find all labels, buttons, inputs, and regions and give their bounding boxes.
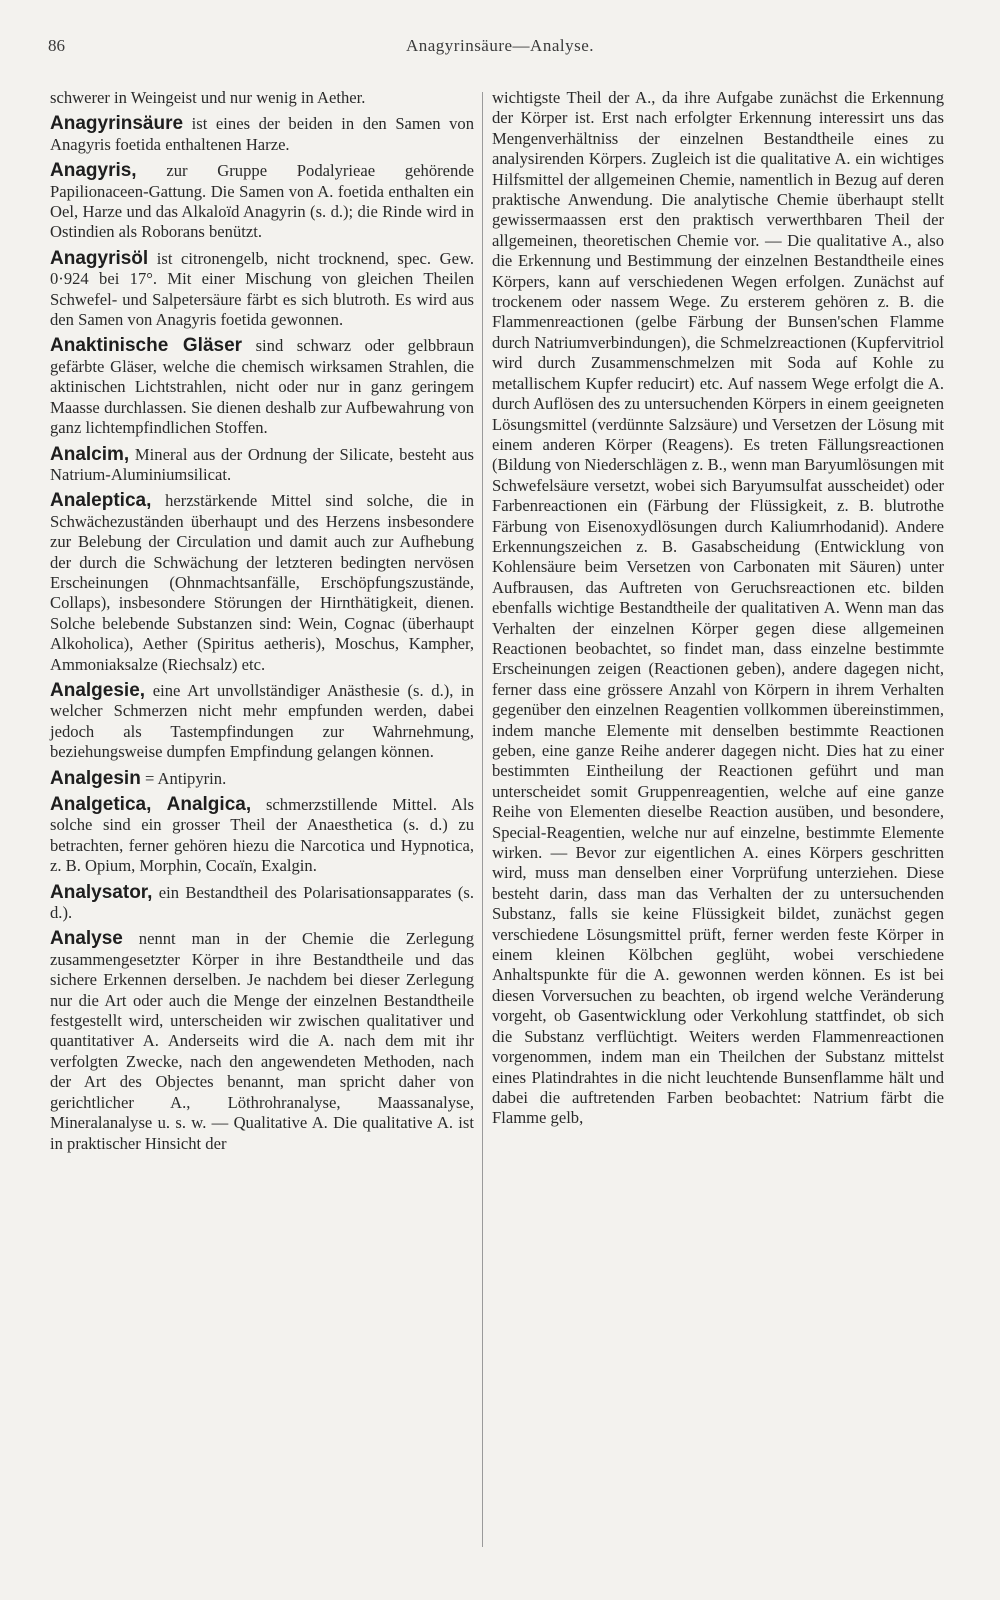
entry-text: Mineral aus der Ordnung der Silicate, besteht aus Natrium-Aluminiumsilicat.	[50, 444, 474, 484]
entry-text: herzstärkende Mittel sind solche, die in Schwächezuständen überhaupt und des Herzens insbesondere zur Belebung der Circulation und damit auch zur Aufhebung der durch die Schwächung der letzteren bedingten nervösen Erscheinungen (Ohnmachtsanfälle, Erschöpfungszustände, Collaps), insbesondere Störungen der Hirnthätigkeit, dienen. Solche belebende Substanzen sind: Wein, Cognac (überhaupt Alkoholica), Aether (Spiritus aetheris), Moschus, Kampher, Ammoniaksalze (Riechsalz) etc.	[50, 491, 474, 674]
entry-headword: Anagyrisöl	[50, 247, 149, 269]
entry-headword: Anagyrinsäure	[50, 113, 184, 135]
entry	[50, 769, 474, 789]
entry	[50, 929, 474, 1153]
left-column	[50, 88, 474, 1160]
entry-text: schwerer in Weingeist und nur wenig in Aether.	[50, 88, 366, 107]
entry	[50, 491, 474, 675]
entry-headword: Analeptica,	[50, 490, 152, 512]
entry	[50, 445, 474, 486]
entry	[50, 883, 474, 924]
entry-headword: Anaktinische Gläser	[50, 335, 243, 357]
entry-headword: Analgesie,	[50, 679, 146, 701]
entry-text: = Antipyrin.	[140, 768, 227, 788]
entry-text: ist citronengelb, nicht trocknend, spec. Gew. 0·924 bei 17°. Mit einer Mischung von gleichen Theilen Schwefel- und Salpetersäure färbt es sich blutroth. Es wird aus den Samen von Anagyris foetida gewonnen.	[50, 248, 474, 330]
entry-text: zur Gruppe Podalyrieae gehörende Papilionaceen-Gattung. Die Samen von A. foetida enthalten ein Oel, Harze und das Alkaloïd Anagyrin (s. d.); die Rinde wird in Ostindien als Roborans benützt.	[50, 161, 474, 242]
entry-headword: Analgetica, Analgica,	[50, 794, 252, 815]
continuation-text: wichtigste Theil der A., da ihre Aufgabe zunächst die Erkennung der Körper ist. Erst nach erfolgter Erkennung interessirt uns das Mengenverhältniss der einzelnen Bestandtheile eines zu analysirenden Körpers. Zugleich ist die qualitative A. ein wichtiges Hilfsmittel der allgemeinen Chemie, namentlich in Bezug auf deren praktische Anwendung. Die analytische Chemie überhaupt stellt gewissermaassen erst den praktisch verwerthbaren Theil der allgemeinen, theoretischen Chemie vor. — Die qualitative A., also die Erkennung und Bestimmung der einzelnen Bestandtheile eines Körpers, kann auf verschiedenen Wegen erfolgen. Zunächst auf trockenem oder nassem Wege. Zu ersterem gehören z. B. die Flammenreactionen (gelbe Färbung der Bunsen'schen Flamme durch Natriumverbindungen), die Schmelzreactionen (Kupfervitriol wird durch Zusammenschmelzen mit Soda auf Kohle zu metallischem Kupfer reducirt) etc. Auf nassem Wege erfolgt die A. durch Auflösen des zu untersuchenden Körpers in einem geeigneten Lösungsmittel (verdünnte Salzsäure) und Versetzen der Lösung mit einem anderen Körper (Reagens). Es treten Fällungsreactionen (Bildung von Niederschlägen z. B., wenn man Baryumlösungen mit Schwefelsäure versetzt, wobei sich Baryumsulfat ausscheidet) oder Farbenreactionen ein (Färbung der Flüssigkeit, z. B. blutrothe Färbung von Eisenoxydlösungen durch Kaliumrhodanid). Andere Erkennungszeichen z. B. Gasabscheidung (Entwicklung von Kohlensäure beim Versetzen von Carbonaten mit Säuren) unter Aufbrausen, das Auftreten von Geruchsreactionen etc. bilden ebenfalls wichtige Bestandtheile der qualitativen A. Wenn man das Verhalten der einzelnen Körper gegen diese allgemeinen Reactionen beobachtet, so findet man, dass einzelne bestimmte Erscheinungen zeigen (Reactionen geben), andere dagegen nicht, ferner dass eine grössere Anzahl von Körpern in ihrem Verhalten gegenüber den einzelnen Reagentien vollkommen übereinstimmen, indem manche Elemente mit denselben bestimmte Reactionen geben, eine ganze Reihe anderer dagegen nicht. Dies hat zu einer bestimmten Eintheilung der Reactionen geführt und man unterscheidet somit Gruppenreagentien, welche auf eine ganze Reihe von Elementen dieselbe Reaction ausüben, und besondere, Special-Reagentien, welche nur auf einzelne, bestimmte Elemente wirken. — Bevor zur eigentlichen A. eines Körpers geschritten wird, muss man denselben einer Vorprüfung unterziehen. Diese besteht darin, dass man das Verhalten der zu untersuchenden Substanz, falls sie keine Flüssigkeit bildet, zunächst gegen verschiedene Lösungsmittel prüft, ferner werden feste Körper in einem kleinen Kölbchen geglüht, wobei verschiedene Anhaltspunkte für die A. gewonnen werden können. Es ist bei diesen Vorversuchen zu beachten, ob irgend welche Veränderung vorgeht, ob Gasentwicklung oder Verkohlung stattfindet, ob sich die Substanz verflüchtigt. Weiters werden Flammenreactionen vorgenommen, indem man ein Theilchen der Substanz mittelst eines Platindrahtes in die nicht leuchtende Bunsenflamme hält und dabei die auftretenden Farben beobachtet: Natrium färbt die Flamme gelb,	[492, 88, 944, 1128]
entry-headword: Analyse	[50, 928, 123, 950]
entry-headword: Analgesin	[50, 767, 141, 789]
entry-text: ist eines der beiden in den Samen von Anagyris foetida enthaltenen Harze.	[50, 114, 474, 154]
entry	[50, 114, 474, 155]
column-divider	[482, 92, 483, 1547]
entry-text: schmerzstillende Mittel. Als solche sind ein grosser Theil der Anaesthetica (s. d.) zu betrachten, ferner gehören hiezu die Narcotica und Hypnotica, z. B. Opium, Morphin, Cocaïn, Exalgin.	[50, 795, 474, 876]
right-column	[492, 88, 944, 1129]
entry-headword: Analysator,	[50, 881, 153, 903]
entry	[50, 161, 474, 243]
page-header	[48, 36, 952, 62]
entry-text: nennt man in der Chemie die Zerlegung zusammengesetzter Körper in ihre Bestandtheile und das sichere Erkennen derselben. Je nachdem bei dieser Zerlegung nur die Art oder auch die Menge der einzelnen Bestandtheile festgestellt wird, unterscheiden wir zwischen qualitativer und quantitativer A. Anderseits wird die A. nach dem mit ihr verfolgten Zwecke, nach den angewendeten Methoden, nach der Art des Objectes benannt, man spricht daher von gerichtlicher A., Löthrohranalyse, Maassanalyse, Mineralanalyse u. s. w. — Qualitative A. Die qualitative A. ist in praktischer Hinsicht der	[50, 929, 474, 1153]
entry-text: sind schwarz oder gelbbraun gefärbte Gläser, welche die chemisch wirksamen Strahlen, die aktinischen Lichtstrahlen, nicht oder nur in ganz geringem Maasse durchlassen. Sie dienen deshalb zur Aufbewahrung von ganz lichtempfindlichen Stoffen.	[50, 336, 474, 438]
page-number: 86	[48, 36, 65, 55]
entry-headword: Analcim,	[50, 443, 130, 465]
entry-text: ein Bestandtheil des Polarisationsapparates (s. d.).	[50, 882, 474, 923]
entry	[50, 681, 474, 763]
entry	[50, 249, 474, 331]
entry	[50, 88, 474, 108]
entry	[50, 336, 474, 438]
entry-headword: Anagyris,	[50, 160, 137, 182]
entry	[50, 795, 474, 877]
entry-text: eine Art unvollständiger Anästhesie (s. d.), in welcher Schmerzen nicht mehr empfunden werden, dabei jedoch als Tastempfindungen zur Wahrnehmung, beziehungsweise dumpfen Empfindung gelangen können.	[50, 680, 474, 762]
running-title: Anagyrinsäure—Analyse.	[405, 36, 595, 55]
